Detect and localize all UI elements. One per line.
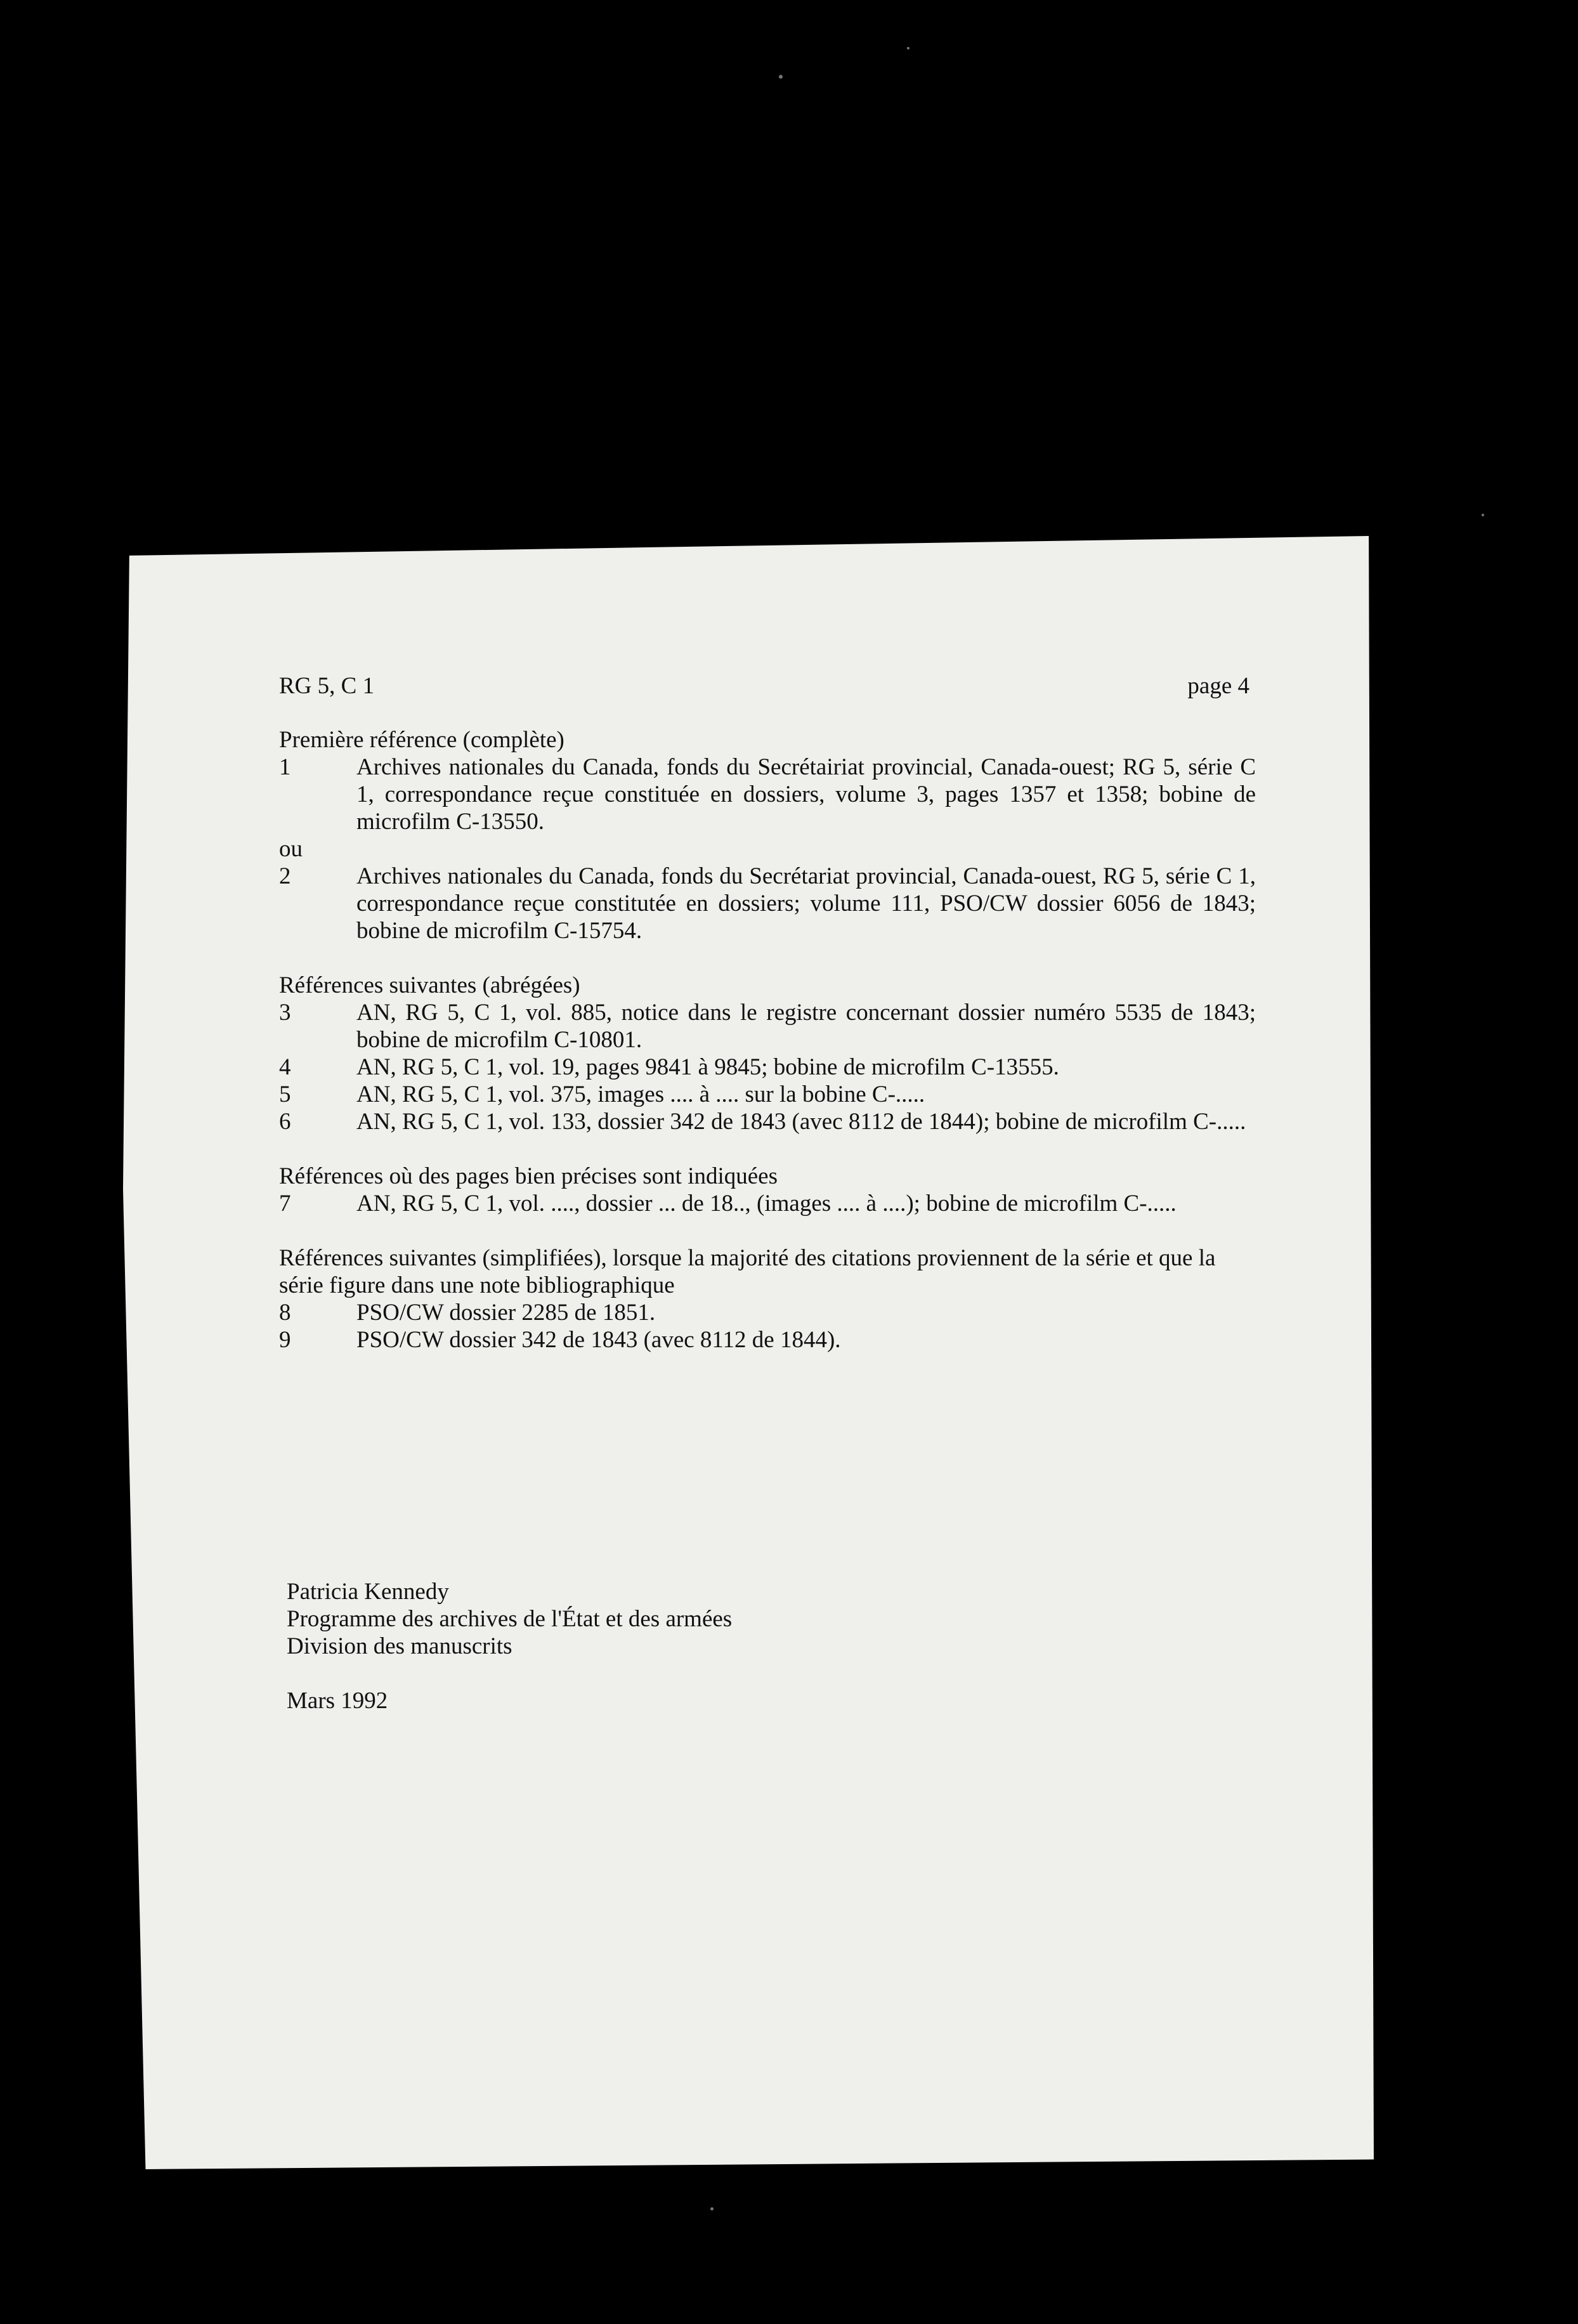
reference-item bbox=[279, 1054, 1256, 1081]
reference-item bbox=[279, 863, 1256, 944]
section-heading: Première référence (complète) bbox=[279, 727, 564, 753]
reference-number: 8 bbox=[279, 1300, 291, 1326]
section-heading: Références où des pages bien précises sont indiquées bbox=[279, 1163, 778, 1189]
reference-number: 7 bbox=[279, 1191, 291, 1217]
reference-text: Archives nationales du Canada, fonds du Secrétairiat provincial, Canada-ouest; RG 5, série C 1, correspondance reçue constituée en dossiers, volume 3, pages 1357 et 1358; bobine de microfilm C-13550. bbox=[356, 754, 1256, 835]
page-header bbox=[279, 672, 1256, 700]
reference-number: 2 bbox=[279, 863, 291, 889]
reference-item bbox=[279, 999, 1256, 1054]
precise-references-section bbox=[279, 1163, 1256, 1217]
simplified-references-section bbox=[279, 1244, 1256, 1354]
author-name: Patricia Kennedy bbox=[287, 1579, 449, 1605]
program-name: Programme des archives de l'État et des armées bbox=[287, 1606, 733, 1632]
reference-item bbox=[279, 1081, 1256, 1108]
first-reference-section bbox=[279, 726, 1256, 944]
reference-text: AN, RG 5, C 1, vol. ...., dossier ... de 18.., (images .... à ....); bobine de microfilm C-..... bbox=[356, 1191, 1177, 1217]
reference-item bbox=[279, 1190, 1256, 1217]
signature-block bbox=[287, 1578, 732, 1660]
reference-number: 1 bbox=[279, 754, 291, 780]
document-body bbox=[279, 672, 1256, 1381]
reference-text: PSO/CW dossier 2285 de 1851. bbox=[356, 1300, 656, 1326]
reference-number: 3 bbox=[279, 1000, 291, 1026]
dust-speck bbox=[710, 2207, 714, 2210]
dust-speck bbox=[907, 47, 910, 49]
reference-number: 4 bbox=[279, 1054, 291, 1080]
reference-number: 5 bbox=[279, 1081, 291, 1107]
dust-speck bbox=[779, 75, 783, 79]
reference-item bbox=[279, 1326, 1256, 1354]
reference-item bbox=[279, 754, 1256, 835]
division-name: Division des manuscrits bbox=[287, 1633, 512, 1659]
separator-text: ou bbox=[279, 836, 303, 862]
abridged-references-section bbox=[279, 972, 1256, 1135]
reference-number: 9 bbox=[279, 1327, 291, 1353]
section-heading: Références suivantes (simplifiées), lorsque la majorité des citations proviennent de la série et que la série figure dans une note bibliographique bbox=[279, 1245, 1216, 1298]
reference-text: AN, RG 5, C 1, vol. 133, dossier 342 de 1843 (avec 8112 de 1844); bobine de microfilm C-..... bbox=[356, 1109, 1246, 1135]
reference-text: AN, RG 5, C 1, vol. 885, notice dans le registre concernant dossier numéro 5535 de 1843; bobine de microfilm C-10801. bbox=[356, 1000, 1256, 1053]
page-number: page 4 bbox=[1187, 673, 1249, 699]
reference-text: AN, RG 5, C 1, vol. 375, images .... à .... sur la bobine C-..... bbox=[356, 1081, 925, 1107]
reference-number: 6 bbox=[279, 1109, 291, 1135]
reference-item bbox=[279, 1299, 1256, 1326]
section-heading: Références suivantes (abrégées) bbox=[279, 972, 580, 998]
dust-speck bbox=[1482, 514, 1484, 516]
reference-text: Archives nationales du Canada, fonds du Secrétariat provincial, Canada-ouest, RG 5, série C 1, correspondance reçue constitutée en dossiers; volume 111, PSO/CW dossier 6056 de 1843; bobine de microfilm C-15754. bbox=[356, 863, 1256, 944]
reference-text: AN, RG 5, C 1, vol. 19, pages 9841 à 9845; bobine de microfilm C-13555. bbox=[356, 1054, 1059, 1080]
reference-item bbox=[279, 1108, 1256, 1135]
reference-text: PSO/CW dossier 342 de 1843 (avec 8112 de 1844). bbox=[356, 1327, 841, 1353]
document-date: Mars 1992 bbox=[287, 1688, 388, 1714]
series-reference: RG 5, C 1 bbox=[279, 673, 375, 699]
